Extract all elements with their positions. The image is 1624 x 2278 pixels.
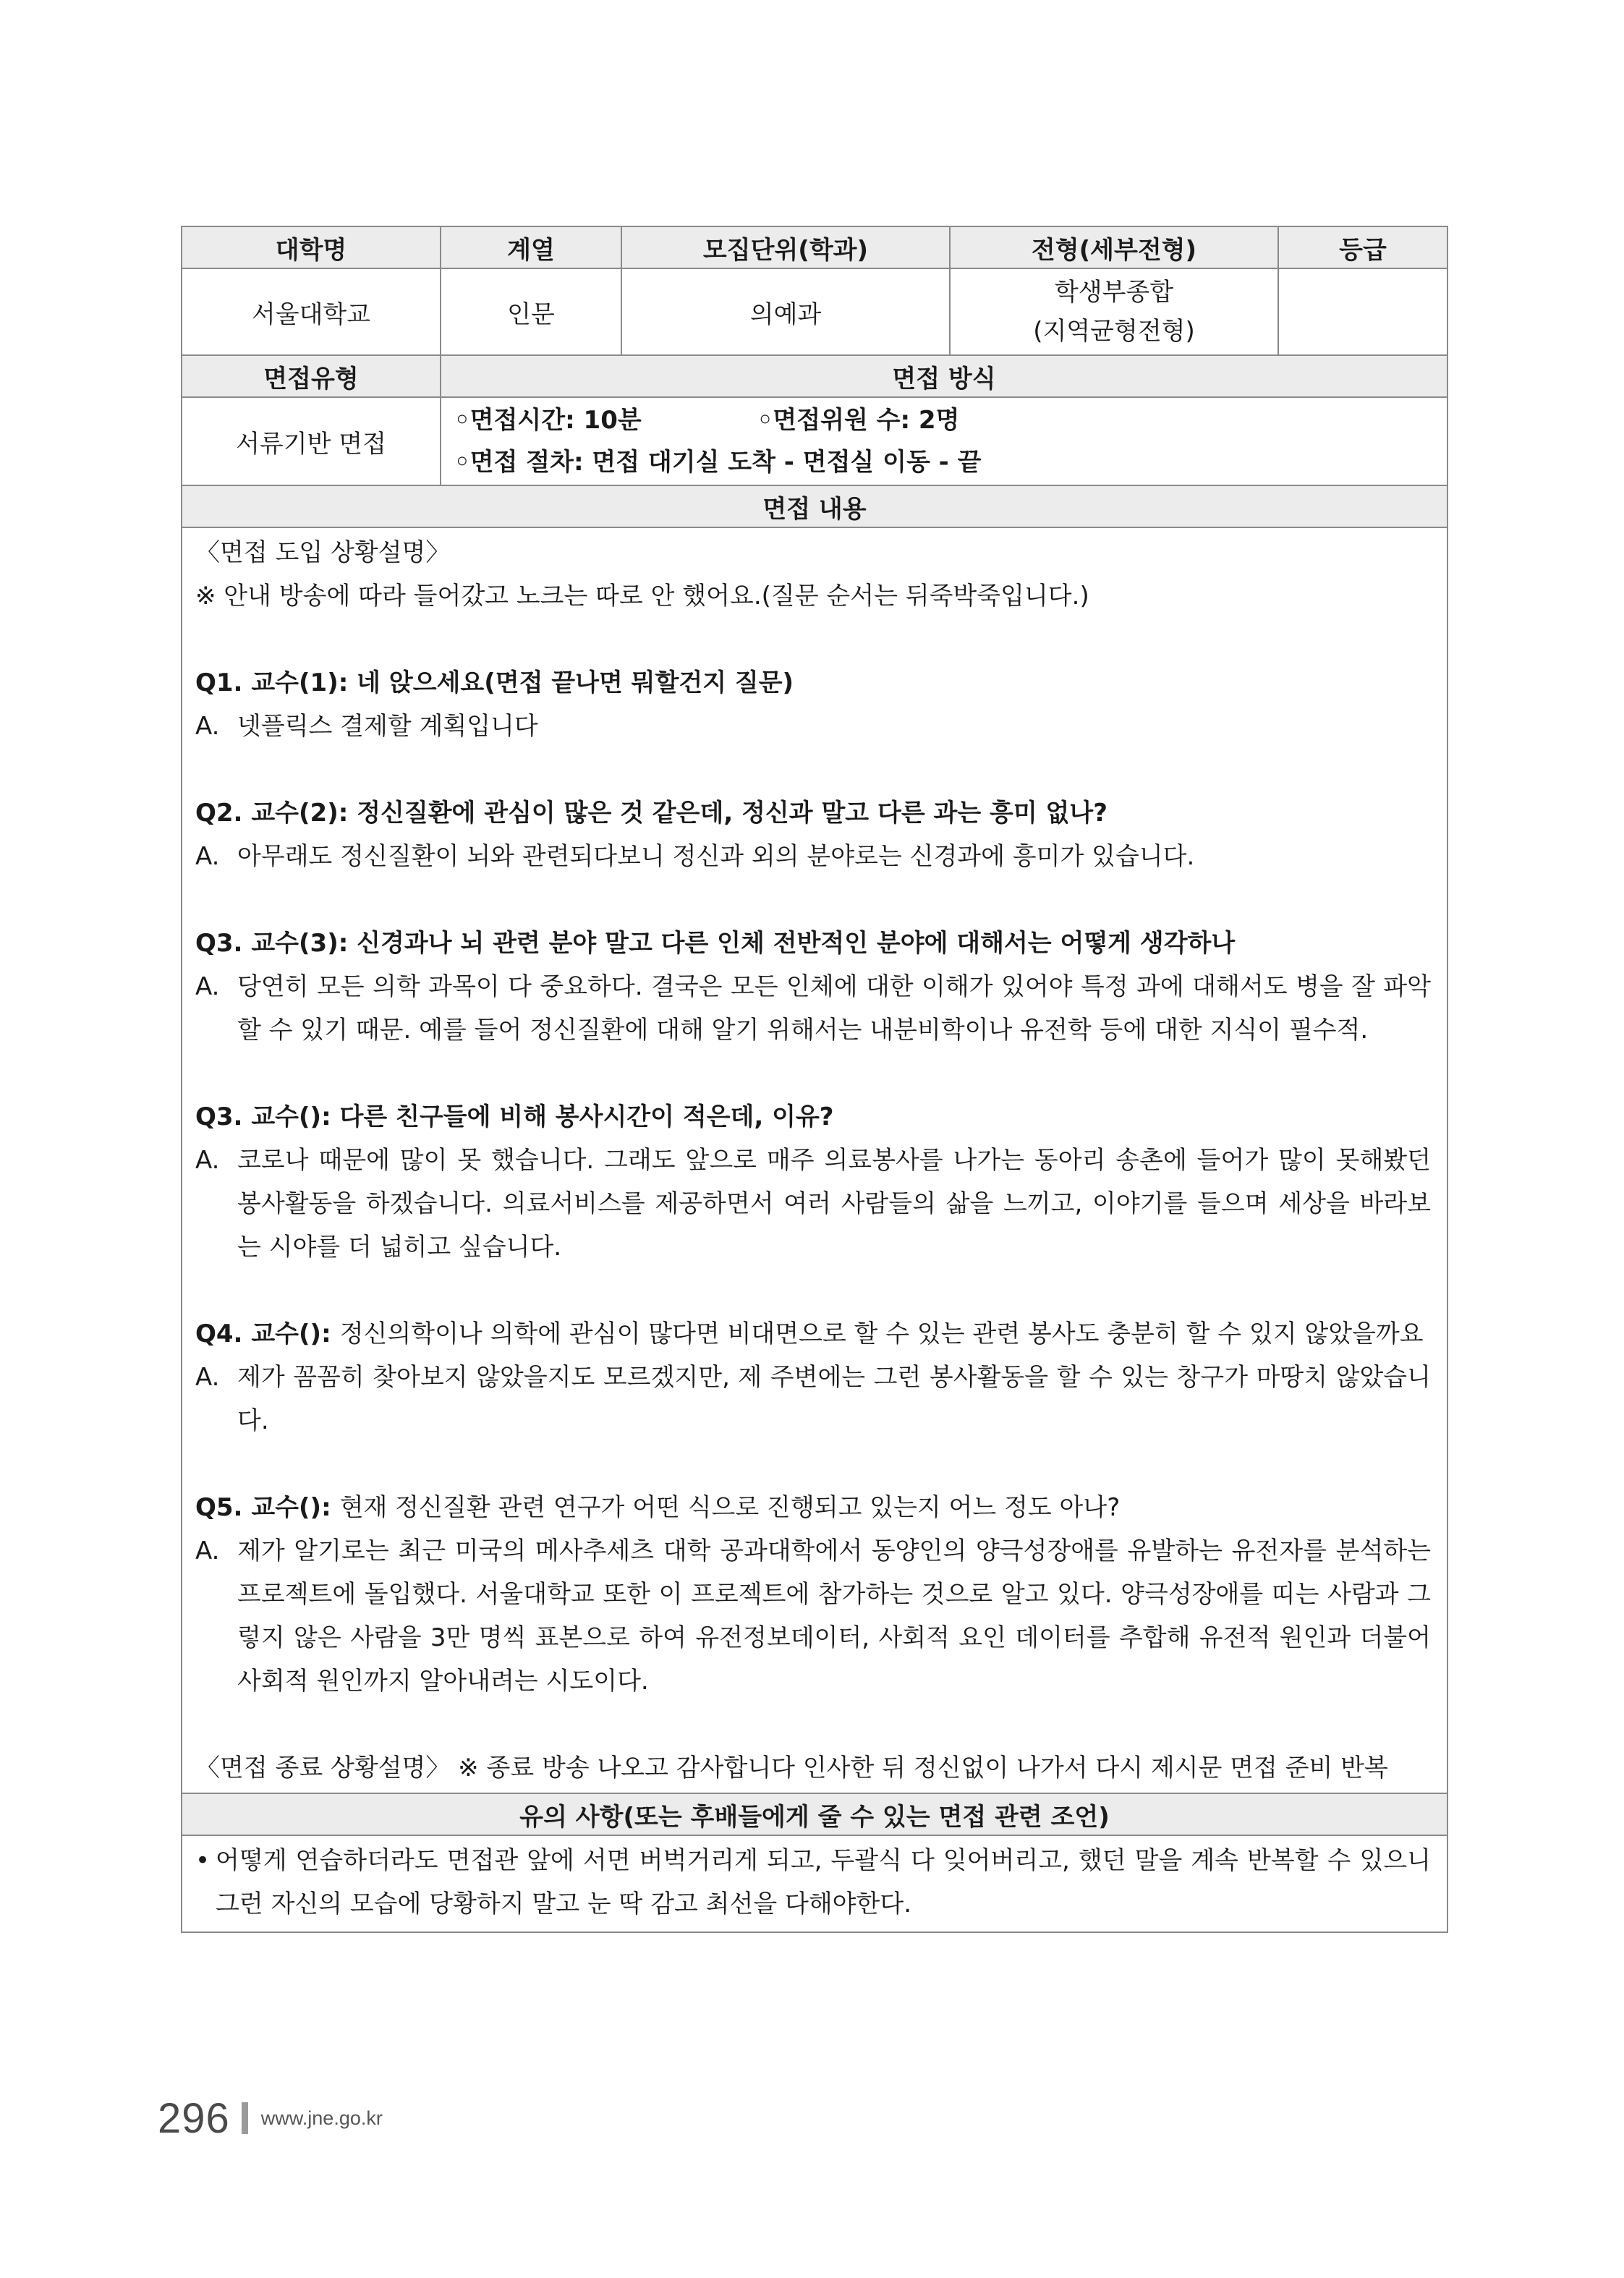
- answer-3b-text: 코로나 때문에 많이 못 했습니다. 그래도 앞으로 매주 의료봉사를 나가는 동아리 송촌에 들어가 많이 못해봤던 봉사활동을 하겠습니다. 의료서비스를 제공하면서 여러 사람들의 삶을 느끼고, 이야기를 들으며 세상을 바라보는 시야를 더 넓히고 싶습니다.: [237, 1146, 1431, 1262]
- header-admission-type: 전형(세부전형): [950, 226, 1278, 268]
- answer-prefix: A.: [195, 1146, 220, 1175]
- header-interview-content: 면접 내용: [182, 485, 1447, 527]
- answer-2: [195, 835, 1431, 878]
- question-3: Q3. 교수(3): 신경과나 뇌 관련 분야 말고 다른 인체 전반적인 분야에 대해서는 어떻게 생각하나: [195, 929, 1236, 958]
- track-value: 인문: [441, 268, 621, 355]
- answer-5-text: 제가 알기로는 최근 미국의 메사추세츠 대학 공과대학에서 동양인의 양극성장애를 유발하는 유전자를 분석하는 프로젝트에 돌입했다. 서울대학교 또한 이 프로젝트에 참가하는 것으로 알고 있다. 양극성장애를 띠는 사람과 그렇지 않은 사람을 3만 명씩 표본으로 하여 유전정보데이터, 사회적 요인 데이터를 추합해 유전적 원인과 더불어 사회적 원인까지 알아내려는 시도이다.: [237, 1537, 1431, 1696]
- answer-1: [195, 705, 1431, 748]
- question-3b: Q3. 교수(): 다른 친구들에 비해 봉사시간이 적은데, 이유?: [195, 1102, 834, 1131]
- header-department: 모집단위(학과): [621, 226, 950, 268]
- answer-3b: [195, 1139, 1431, 1269]
- university-value: 서울대학교: [182, 268, 441, 355]
- answer-3-text: 당연히 모든 의학 과목이 다 중요하다. 결국은 모든 인체에 대한 이해가 있어야 특정 과에 대해서도 병을 잘 파악할 수 있기 때문. 예를 들어 정신질환에 대해 알기 위해서는 내분비학이나 유전학 등에 대한 지식이 필수적.: [237, 972, 1431, 1045]
- closing-note: 〈면접 종료 상황설명〉 ※ 종료 방송 나오고 감사합니다 인사한 뒤 정신없이 나가서 다시 제시문 면접 준비 반복: [195, 1754, 1388, 1782]
- method-time: ◦면접시간: 10분: [454, 406, 642, 435]
- page-number: 296: [158, 2094, 230, 2142]
- admission-type-line2: (지역균형전형): [1033, 317, 1195, 346]
- header-interview-type: 면접유형: [182, 355, 441, 397]
- question-2: Q2. 교수(2): 정신질환에 관심이 많은 것 같은데, 정신과 말고 다른 과는 흥미 없나?: [195, 799, 1108, 828]
- answer-prefix: A.: [195, 712, 220, 741]
- interview-record-table: [181, 226, 1448, 1933]
- footer-url: www.jne.go.kr: [260, 2107, 383, 2129]
- question-5-text: 현재 정신질환 관련 연구가 어떤 식으로 진행되고 있는지 어느 정도 아나?: [339, 1493, 1121, 1522]
- interview-type-value: 서류기반 면접: [182, 397, 441, 485]
- answer-4-text: 제가 꼼꼼히 찾아보지 않았을지도 모르겠지만, 제 주변에는 그런 봉사활동을 할 수 있는 창구가 마땅치 않았습니다.: [237, 1363, 1431, 1435]
- footer-divider: [242, 2102, 248, 2134]
- question-4-label: Q4. 교수():: [195, 1319, 331, 1348]
- header-advice: 유의 사항(또는 후배들에게 줄 수 있는 면접 관련 조언): [182, 1793, 1447, 1835]
- answer-prefix: A.: [195, 842, 220, 871]
- question-4-text: 정신의학이나 의학에 관심이 많다면 비대면으로 할 수 있는 관련 봉사도 충분히 할 수 있지 않았을까요: [339, 1319, 1424, 1348]
- header-university: 대학명: [182, 226, 441, 268]
- answer-prefix: A.: [195, 1537, 220, 1565]
- question-5: [195, 1486, 1431, 1529]
- method-procedure: ◦면접 절차: 면접 대기실 도착 - 면접실 이동 - 끝: [454, 448, 982, 477]
- advice-text: 어떻게 연습하더라도 면접관 앞에 서면 버벅거리게 되고, 두괄식 다 잊어버리고, 했던 말을 계속 반복할 수 있으니 그런 자신의 모습에 당황하지 말고 눈 딱 감고 최선을 다해야한다.: [216, 1846, 1431, 1918]
- intro-note: ※ 안내 방송에 따라 들어갔고 노크는 따로 안 했어요.(질문 순서는 뒤죽박죽입니다.): [195, 582, 1089, 611]
- question-4: [195, 1312, 1431, 1356]
- method-panel-count: ◦면접위원 수: 2명: [757, 406, 960, 435]
- header-interview-method: 면접 방식: [441, 355, 1447, 397]
- advice-bullet: •: [195, 1846, 211, 1875]
- interview-content: [182, 527, 1447, 1793]
- answer-prefix: A.: [195, 972, 220, 1001]
- page-footer: [158, 2096, 383, 2140]
- admission-type-line1: 학생부종합: [1054, 278, 1174, 307]
- answer-prefix: A.: [195, 1363, 220, 1392]
- question-5-label: Q5. 교수():: [195, 1493, 331, 1522]
- intro-title: 〈면접 도입 상황설명〉: [195, 538, 451, 567]
- answer-3: [195, 965, 1431, 1052]
- advice-content: [182, 1835, 1447, 1932]
- header-grade: 등급: [1278, 226, 1447, 268]
- header-track: 계열: [441, 226, 621, 268]
- answer-4: [195, 1356, 1431, 1442]
- question-1: Q1. 교수(1): 네 앉으세요(면접 끝나면 뭐할건지 질문): [195, 668, 794, 697]
- answer-5: [195, 1529, 1431, 1703]
- answer-1-text: 넷플릭스 결제할 계획입니다: [237, 712, 538, 741]
- admission-type-value: [950, 268, 1278, 355]
- interview-method-value: [441, 397, 1447, 485]
- department-value: 의예과: [621, 268, 950, 355]
- grade-value: [1278, 268, 1447, 355]
- answer-2-text: 아무래도 정신질환이 뇌와 관련되다보니 정신과 외의 분야로는 신경과에 흥미가 있습니다.: [237, 842, 1195, 871]
